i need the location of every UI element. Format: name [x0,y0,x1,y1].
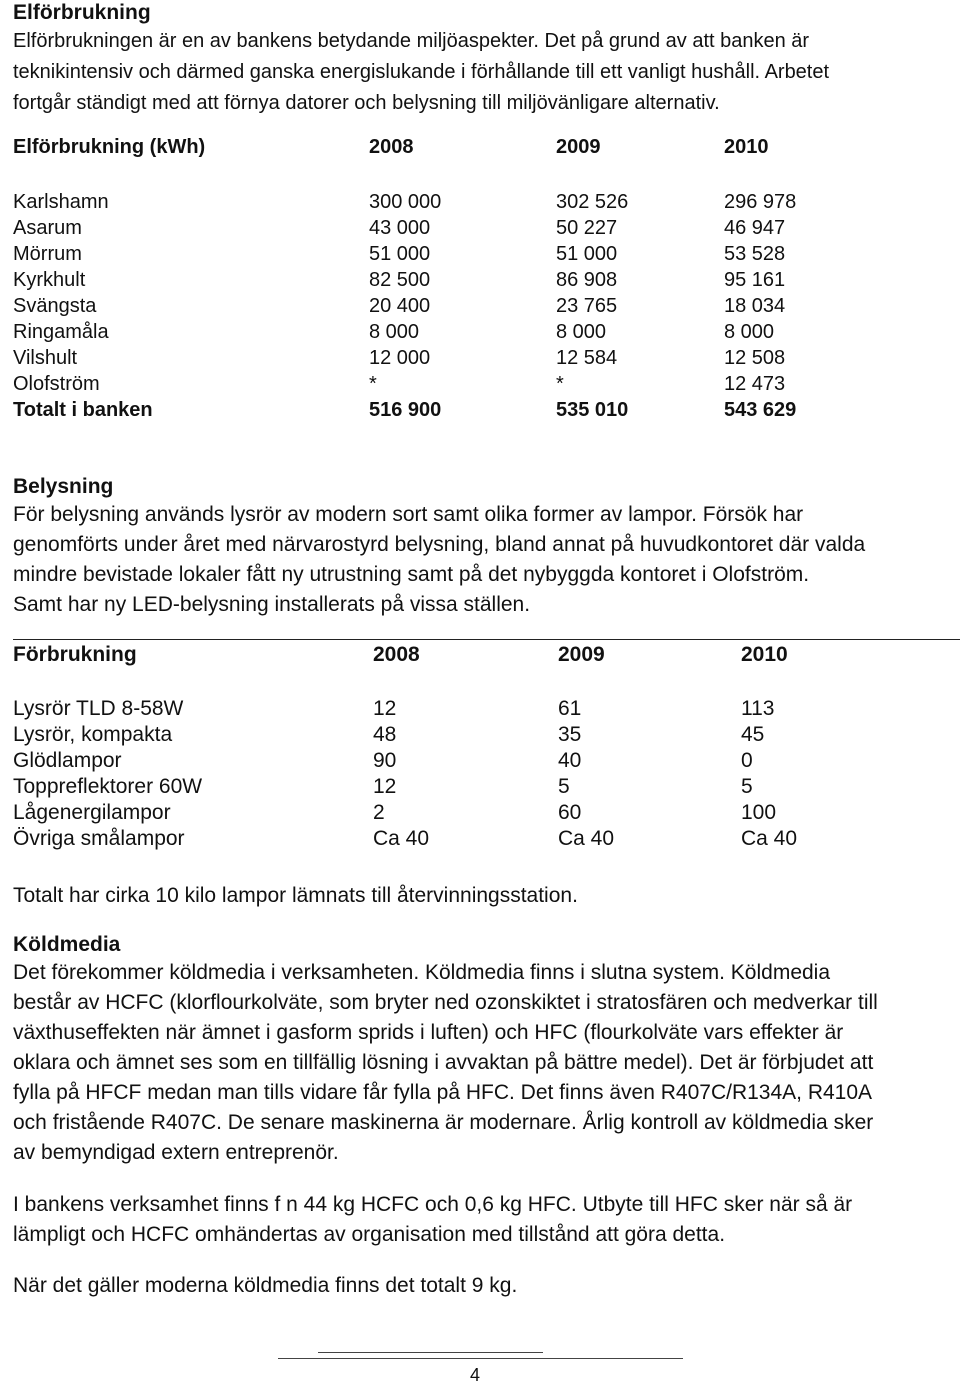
table-cell: Övriga smålampor [13,827,185,850]
refrigerant-line: lämpligt och HCFC omhändertas av organisation med tillstånd att göra detta. [13,1223,726,1246]
table-cell: 82 500 [369,269,431,291]
table-cell: 100 [741,801,777,824]
table-cell: 12 473 [724,373,786,395]
table-cell: 0 [741,749,753,772]
table-cell: Karlshamn [13,191,109,213]
header-cell: 2010 [741,643,788,666]
table-cell: 8 000 [369,321,420,343]
table-cell: 45 [741,723,765,746]
table-cell: Kyrkhult [13,269,86,291]
table-cell: * [369,373,377,395]
table-cell: Vilshult [13,347,78,369]
lighting-line: För belysning används lysrör av modern sort samt olika former av lampor. Försök har [13,503,804,526]
table-cell: 48 [373,723,397,746]
lighting-section [13,474,865,620]
table-cell: 40 [558,749,582,772]
table-top-rule [13,639,960,640]
table-cell: Ca 40 [373,827,430,850]
table-cell: * [556,373,564,395]
recycling-note: Totalt har cirka 10 kilo lampor lämnats till återvinningsstation. [13,884,578,907]
header-cell: 2009 [558,643,605,666]
table-cell: 90 [373,749,397,772]
refrigerant-line: består av HCFC (klorflourkolväte, som bryter ned ozonskiktet i stratosfären och medverkar till [13,991,878,1014]
refrigerant-line: oklara och ämnet ses som en tillfällig lösning i avvaktan på bättre medel). Det är förbjudet att [13,1051,874,1074]
total-cell: 516 900 [369,399,442,421]
table-cell: Mörrum [13,243,82,265]
refrigerant-line: och fristående R407C. De senare maskinerna är modernare. Årlig kontroll av köldmedia sker [13,1111,874,1134]
intro-section [13,0,829,119]
refrigerant-line: Det förekommer köldmedia i verksamheten. Köldmedia finns i slutna system. Köldmedia [13,961,831,984]
header-cell: Förbrukning [13,643,137,666]
header-cell: 2008 [373,643,420,666]
table-cell: Glödlampor [13,749,122,772]
table-cell: 50 227 [556,217,618,239]
table-cell: 23 765 [556,295,618,317]
intro-line: Elförbrukningen är en av bankens betydande miljöaspekter. Det på grund av att banken är [13,30,810,52]
table-cell: 2 [373,801,385,824]
lighting-line: Samt har ny LED-belysning installerats på vissa ställen. [13,593,531,616]
refrigerant-heading: Köldmedia [13,933,121,956]
table-cell: 12 508 [724,347,786,369]
table-cell: 18 034 [724,295,786,317]
table-cell: 51 000 [556,243,618,265]
table-cell: 60 [558,801,582,824]
intro-heading: Elförbrukning [13,1,151,24]
intro-line: fortgår ständigt med att förnya datorer och belysning till miljövänligare alternativ. [13,92,720,114]
table-cell: 5 [741,775,753,798]
table-cell: 302 526 [556,191,629,213]
table-cell: Lysrör TLD 8-58W [13,697,184,720]
table-cell: Asarum [13,217,82,239]
table-cell: 53 528 [724,243,786,265]
total-cell: Totalt i banken [13,399,153,421]
intro-line: teknikintensiv och därmed ganska energislukande i förhållande till ett vanligt hushåll. Arbetet [13,61,830,83]
table-cell: 8 000 [724,321,775,343]
lighting-heading: Belysning [13,475,114,498]
refrigerant-line: av bemyndigad extern entreprenör. [13,1141,339,1164]
table-cell: 51 000 [369,243,431,265]
page-number: 4 [470,1365,481,1385]
table-cell: Toppreflektorer 60W [13,775,203,798]
table-cell: 12 [373,697,397,720]
refrigerant-line: När det gäller moderna köldmedia finns det totalt 9 kg. [13,1274,518,1297]
total-cell: 535 010 [556,399,629,421]
refrigerant-line: I bankens verksamhet finns f n 44 kg HCFC och 0,6 kg HFC. Utbyte till HFC sker när så är [13,1193,853,1216]
header-cell: 2010 [724,136,769,158]
table-cell: 12 584 [556,347,618,369]
table-cell: 35 [558,723,582,746]
table-cell: 43 000 [369,217,431,239]
table-cell: 86 908 [556,269,618,291]
table-cell: Lysrör, kompakta [13,723,173,746]
total-cell: 543 629 [724,399,797,421]
header-cell: 2008 [369,136,414,158]
table-cell: Lågenergilampor [13,801,171,824]
refrigerant-line: fylla på HFCF medan man tills vidare får fylla på HFC. Det finns även R407C/R134A, R410A [13,1081,873,1104]
header-cell: Elförbrukning (kWh) [13,136,206,158]
refrigerant-line: växthuseffekten när ämnet i gasform sprids i luften) och HFC (flourkolväte vars effekter är [13,1021,844,1044]
recycling-note-block [13,882,578,910]
table-cell: 20 400 [369,295,431,317]
table-cell: Olofström [13,373,100,395]
footer-rule [278,1358,683,1359]
table-cell: 61 [558,697,582,720]
lighting-line: genomförts under året med närvarostyrd belysning, bland annat på huvudkontoret där valda [13,533,866,556]
table-cell: Ca 40 [558,827,615,850]
refrigerant-paragraph-2 [13,1190,852,1250]
table-cell: 296 978 [724,191,797,213]
table-cell: Ca 40 [741,827,798,850]
refrigerant-section [13,932,878,1168]
footer-rule [318,1352,543,1353]
refrigerant-paragraph-3 [13,1271,517,1301]
table-cell: 113 [741,697,775,720]
table-cell: 8 000 [556,321,607,343]
table-cell: Svängsta [13,295,97,317]
table-cell: 95 161 [724,269,786,291]
table-cell: 12 [373,775,397,798]
table-cell: 12 000 [369,347,431,369]
table-cell: 300 000 [369,191,442,213]
header-cell: 2009 [556,136,601,158]
table-cell: Ringamåla [13,321,109,343]
table-cell: 46 947 [724,217,786,239]
lighting-line: mindre bevistade lokaler fått ny utrustning samt på det nybyggda kontoret i Olofström. [13,563,810,586]
table-cell: 5 [558,775,570,798]
